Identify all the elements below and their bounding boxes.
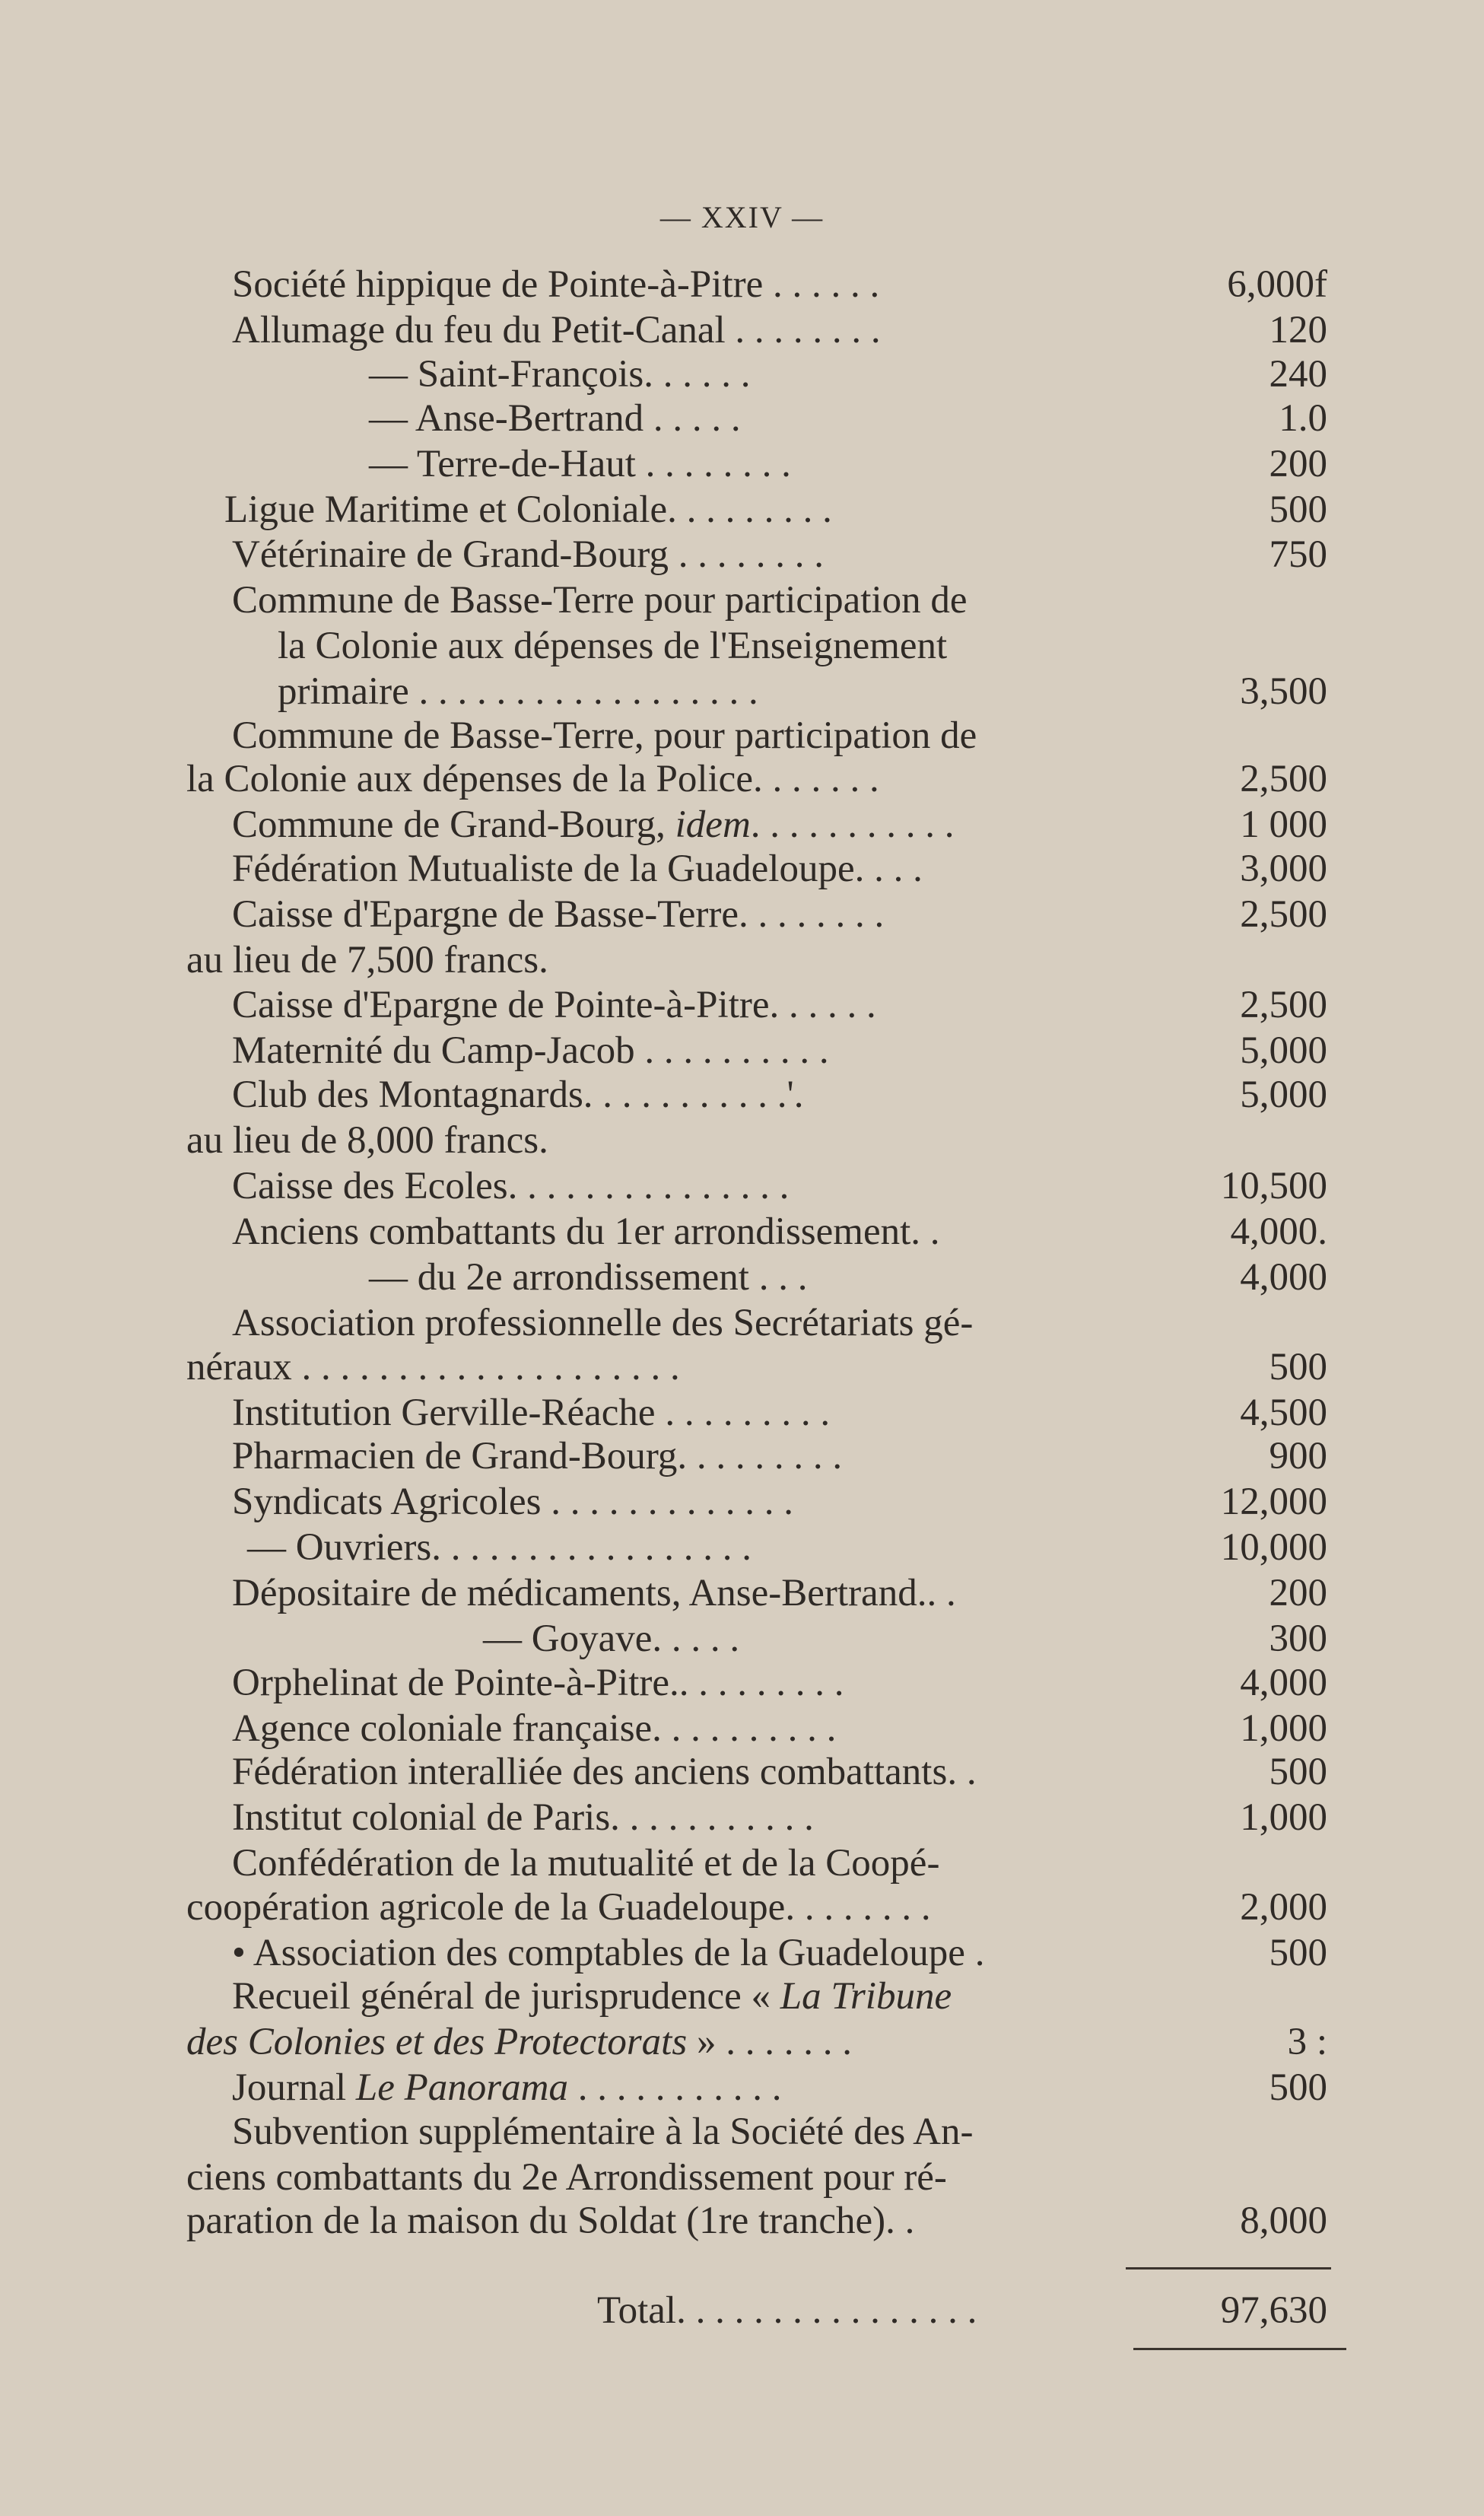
entry-label bbox=[232, 1029, 829, 1073]
entry-label bbox=[232, 714, 977, 758]
entry-row bbox=[186, 262, 1327, 307]
entry-label bbox=[186, 1345, 680, 1389]
entry-label bbox=[186, 757, 879, 801]
entry-row bbox=[186, 1796, 1327, 1840]
entry-italic: Le Panorama bbox=[355, 2066, 568, 2109]
entry-label bbox=[232, 1301, 973, 1345]
entry-amount: 1,000 bbox=[1240, 1796, 1327, 1839]
entry-amount: 3,000 bbox=[1240, 848, 1327, 890]
entry-text-after: » . . . . . . . bbox=[687, 2021, 852, 2063]
entry-row bbox=[186, 2020, 1327, 2064]
entry-label bbox=[232, 803, 955, 847]
entry-text-after: . . . . . . . . . . . bbox=[567, 2066, 782, 2109]
page-header: — XXIV — bbox=[659, 200, 825, 234]
entry-label bbox=[232, 1480, 793, 1524]
entry-label bbox=[186, 1885, 931, 1929]
entry-text: Commune de Basse-Terre, pour participation de bbox=[232, 714, 977, 757]
entry-label bbox=[369, 352, 750, 396]
entry-row bbox=[186, 1841, 1327, 1885]
entry-row bbox=[186, 578, 1327, 622]
entry-text: Fédération interalliée des anciens combattants. . bbox=[232, 1751, 977, 1793]
entry-text: Dépositaire de médicaments, Anse-Bertrand.. . bbox=[232, 1572, 956, 1614]
entry-amount: 10,000 bbox=[1220, 1526, 1327, 1569]
entry-label bbox=[186, 938, 548, 982]
entry-text: Agence coloniale française. . . . . . . . . . bbox=[232, 1707, 837, 1750]
entry-text: la Colonie aux dépenses de la Police. . . . . . . bbox=[186, 758, 879, 800]
entry-row bbox=[186, 1571, 1327, 1615]
entry-label bbox=[483, 1617, 739, 1661]
entry-text: Vétérinaire de Grand-Bourg . . . . . . . . bbox=[232, 533, 824, 576]
entry-row bbox=[186, 1885, 1327, 1929]
entry-label bbox=[232, 1706, 836, 1751]
entry-row bbox=[186, 803, 1327, 847]
entry-text: Institut colonial de Paris. . . . . . . . . . . bbox=[232, 1796, 814, 1839]
entry-row bbox=[186, 1118, 1327, 1163]
entry-amount: 4,000 bbox=[1240, 1662, 1327, 1704]
entry-label bbox=[186, 2155, 947, 2200]
entry-italic: La Tribune bbox=[780, 1975, 952, 2018]
entry-text: Société hippique de Pointe-à-Pitre . . . . . . bbox=[232, 263, 880, 306]
entry-text: Commune de Basse-Terre pour participation de bbox=[232, 579, 968, 622]
entry-text: Caisse d'Epargne de Pointe-à-Pitre. . . . . . bbox=[232, 984, 876, 1026]
entry-label bbox=[232, 308, 881, 352]
entry-text: — du 2e arrondissement . . . bbox=[369, 1256, 808, 1299]
entry-text: coopération agricole de la Guadeloupe. . . . . . . . bbox=[186, 1886, 931, 1929]
entry-amount: 5,000 bbox=[1240, 1029, 1327, 1072]
entry-amount: 5,000 bbox=[1240, 1074, 1327, 1116]
entry-row bbox=[186, 1661, 1327, 1705]
entry-row bbox=[186, 983, 1327, 1027]
entry-label bbox=[232, 262, 879, 307]
entry-amount: 8,000 bbox=[1240, 2200, 1327, 2242]
entry-amount: 200 bbox=[1269, 443, 1327, 485]
entry-row bbox=[186, 2155, 1327, 2200]
entry-amount: 900 bbox=[1269, 1435, 1327, 1477]
entry-text: paration de la maison du Soldat (1re tranche). . bbox=[186, 2200, 915, 2242]
entry-text-after: . . . . . . . . . . . bbox=[750, 803, 955, 846]
entry-text: Confédération de la mutualité et de la Coopé- bbox=[232, 1842, 940, 1885]
entry-label bbox=[232, 1164, 789, 1208]
entry-label bbox=[232, 1210, 940, 1254]
entry-label bbox=[232, 1434, 842, 1478]
entry-text: • Association des comptables de la Guadeloupe . bbox=[232, 1932, 985, 1974]
entry-row bbox=[186, 1617, 1327, 1661]
entry-label bbox=[186, 2199, 914, 2243]
entry-row bbox=[186, 892, 1327, 937]
entry-row bbox=[186, 1164, 1327, 1208]
entry-label bbox=[186, 1118, 548, 1163]
entry-amount: 500 bbox=[1269, 1751, 1327, 1793]
entry-row bbox=[186, 1931, 1327, 1975]
entry-text: au lieu de 7,500 francs. bbox=[186, 939, 548, 981]
entry-amount: 2,500 bbox=[1240, 984, 1327, 1026]
entry-amount: 200 bbox=[1269, 1572, 1327, 1614]
entry-label bbox=[232, 533, 824, 577]
entry-text: Institution Gerville-Réache . . . . . . . . . bbox=[232, 1392, 831, 1434]
entry-row bbox=[186, 1750, 1327, 1794]
entry-label bbox=[232, 1974, 952, 2018]
entry-label bbox=[278, 670, 758, 714]
entry-text: — Ouvriers. . . . . . . . . . . . . . . . . bbox=[247, 1526, 752, 1569]
entry-amount: 240 bbox=[1269, 353, 1327, 396]
entry-text: ciens combattants du 2e Arrondissement pour ré- bbox=[186, 2156, 947, 2199]
entry-amount: 2,500 bbox=[1240, 758, 1327, 800]
entry-label bbox=[369, 396, 741, 441]
total-label: Total. . . . . . . . . . . . . . . . bbox=[597, 2289, 977, 2332]
entry-italic: idem bbox=[675, 803, 751, 846]
entry-label bbox=[232, 1750, 977, 1794]
entry-amount: 6,000f bbox=[1227, 263, 1327, 306]
total-rule-bottom bbox=[1133, 2348, 1346, 2350]
entry-label bbox=[232, 1571, 956, 1615]
entry-label bbox=[232, 2110, 973, 2154]
entry-row bbox=[186, 488, 1327, 532]
entry-row bbox=[186, 308, 1327, 352]
entry-text: Allumage du feu du Petit-Canal . . . . . . . . bbox=[232, 309, 881, 351]
entry-amount: 2,500 bbox=[1240, 893, 1327, 936]
entry-amount: 500 bbox=[1269, 2066, 1327, 2109]
entry-text: Ligue Maritime et Coloniale. . . . . . . . . bbox=[224, 488, 832, 531]
entry-amount: 10,500 bbox=[1220, 1165, 1327, 1207]
entry-amount: 750 bbox=[1269, 533, 1327, 576]
entry-row bbox=[186, 396, 1327, 441]
entry-label bbox=[232, 578, 968, 622]
entry-row bbox=[186, 1974, 1327, 2018]
entry-amount: 120 bbox=[1269, 309, 1327, 351]
entry-text: Subvention supplémentaire à la Société des An- bbox=[232, 2110, 974, 2153]
total-amount: 97,630 bbox=[1220, 2289, 1327, 2332]
entry-row bbox=[186, 2110, 1327, 2154]
entry-row bbox=[186, 847, 1327, 891]
entry-text: — Goyave. . . . . bbox=[483, 1617, 740, 1660]
entry-text: Journal bbox=[232, 2066, 356, 2109]
entry-label bbox=[369, 1255, 807, 1299]
entry-amount: 1.0 bbox=[1279, 397, 1327, 440]
entry-label bbox=[232, 1931, 984, 1975]
entry-row bbox=[186, 1073, 1327, 1117]
entry-row bbox=[186, 442, 1327, 486]
entry-amount: 3,500 bbox=[1240, 670, 1327, 713]
entry-row bbox=[186, 2199, 1327, 2243]
entry-row bbox=[186, 1434, 1327, 1478]
entry-label bbox=[369, 442, 791, 486]
entry-label bbox=[232, 1073, 803, 1117]
entry-row bbox=[186, 757, 1327, 801]
entry-text: Caisse d'Epargne de Basse-Terre. . . . . . . . bbox=[232, 893, 885, 936]
entry-amount: 300 bbox=[1269, 1617, 1327, 1660]
entry-text: Anciens combattants du 1er arrondissement. . bbox=[232, 1210, 940, 1253]
entry-label bbox=[232, 1796, 814, 1840]
entry-row bbox=[186, 1345, 1327, 1389]
entry-row bbox=[186, 938, 1327, 982]
entry-amount: 12,000 bbox=[1220, 1481, 1327, 1523]
entry-text: Pharmacien de Grand-Bourg. . . . . . . . . bbox=[232, 1435, 843, 1477]
entry-row bbox=[186, 1480, 1327, 1524]
entry-label bbox=[232, 2066, 781, 2110]
entry-text: Recueil général de jurisprudence « bbox=[232, 1975, 780, 2018]
entry-text: Club des Montagnards. . . . . . . . . . .'. bbox=[232, 1074, 804, 1116]
entry-amount: 500 bbox=[1269, 488, 1327, 531]
entry-text: — Saint-François. . . . . . bbox=[369, 353, 751, 396]
entry-amount: 2,000 bbox=[1240, 1886, 1327, 1929]
entry-text: la Colonie aux dépenses de l'Enseignement bbox=[278, 625, 948, 667]
entry-row bbox=[186, 1255, 1327, 1299]
entry-text: Commune de Grand-Bourg, bbox=[232, 803, 675, 846]
total-rule-top bbox=[1126, 2267, 1331, 2269]
entry-text: Syndicats Agricoles . . . . . . . . . . . . . bbox=[232, 1481, 794, 1523]
entry-text: Fédération Mutualiste de la Guadeloupe. . . . bbox=[232, 848, 923, 890]
entry-row bbox=[186, 1391, 1327, 1435]
entry-label bbox=[186, 2020, 852, 2064]
entry-row bbox=[186, 533, 1327, 577]
entry-label bbox=[232, 1841, 939, 1885]
entry-row bbox=[186, 352, 1327, 396]
entry-label bbox=[232, 847, 923, 891]
entry-text: Association professionnelle des Secrétariats gé- bbox=[232, 1302, 974, 1344]
entry-label bbox=[247, 1525, 752, 1570]
entry-row bbox=[186, 1525, 1327, 1570]
entry-text: Orphelinat de Pointe-à-Pitre.. . . . . . . . . bbox=[232, 1662, 844, 1704]
entry-amount: 4,500 bbox=[1240, 1392, 1327, 1434]
entry-label bbox=[232, 1661, 844, 1705]
entry-row bbox=[186, 670, 1327, 714]
entry-text: primaire . . . . . . . . . . . . . . . . . . bbox=[278, 670, 758, 713]
entry-amount: 4,000. bbox=[1230, 1210, 1327, 1253]
entry-text: Maternité du Camp-Jacob . . . . . . . . . . bbox=[232, 1029, 829, 1072]
entry-row bbox=[186, 2066, 1327, 2110]
entry-row bbox=[186, 1029, 1327, 1073]
entry-label bbox=[232, 892, 884, 937]
entry-text: — Terre-de-Haut . . . . . . . . bbox=[369, 443, 791, 485]
entry-text: Caisse des Ecoles. . . . . . . . . . . . . . . bbox=[232, 1165, 790, 1207]
entry-text: néraux . . . . . . . . . . . . . . . . . . . . bbox=[186, 1346, 680, 1388]
entry-label bbox=[232, 983, 876, 1027]
entry-label bbox=[224, 488, 832, 532]
entry-amount: 4,000 bbox=[1240, 1256, 1327, 1299]
entry-text: au lieu de 8,000 francs. bbox=[186, 1119, 548, 1162]
entry-amount: 500 bbox=[1269, 1932, 1327, 1974]
entry-label bbox=[278, 624, 947, 668]
entry-italic: des Colonies et des Protectorats bbox=[186, 2021, 688, 2063]
entry-text: — Anse-Bertrand . . . . . bbox=[369, 397, 741, 440]
entry-row bbox=[186, 714, 1327, 758]
entry-row bbox=[186, 1210, 1327, 1254]
entry-amount: 3 : bbox=[1287, 2021, 1327, 2063]
entry-amount: 500 bbox=[1269, 1346, 1327, 1388]
entry-label bbox=[232, 1391, 830, 1435]
entry-row bbox=[186, 624, 1327, 668]
entry-amount: 1 000 bbox=[1240, 803, 1327, 846]
entry-row bbox=[186, 1706, 1327, 1751]
entry-row bbox=[186, 1301, 1327, 1345]
total-row bbox=[186, 2289, 1327, 2333]
entry-amount: 1,000 bbox=[1240, 1707, 1327, 1750]
